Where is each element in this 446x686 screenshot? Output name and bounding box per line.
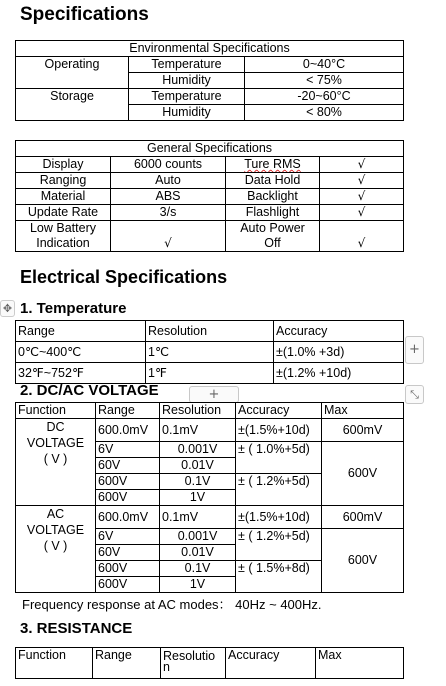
volt-cell-resolution: 0.001V <box>160 442 236 458</box>
check-mark: √ <box>320 157 404 173</box>
temp-cell-range: 32℉~752℉ <box>16 363 146 384</box>
add-column-button[interactable]: + <box>405 336 424 364</box>
storage-label: Storage <box>16 89 129 121</box>
volt-cell-resolution: 0.1mV <box>160 506 236 529</box>
check-mark: √ <box>320 189 404 205</box>
op-humidity-value: < 75% <box>245 73 404 89</box>
move-handle-icon[interactable]: ✥ <box>0 300 15 317</box>
volt-cell-resolution: 0.01V <box>160 545 236 561</box>
st-temperature-value: -20~60°C <box>245 89 404 105</box>
general-title: General Specifications <box>16 141 404 157</box>
temp-cell-resolution: 1℉ <box>146 363 274 384</box>
auto-power-line1: Auto Power <box>240 221 305 235</box>
volt-cell-max: 600V <box>322 442 404 506</box>
general-table <box>15 140 404 252</box>
temp-cell-accuracy: ±(1.0% +3d) <box>274 342 404 363</box>
check-mark: √ <box>111 221 226 252</box>
temp-header-resolution: Resolution <box>146 321 274 342</box>
resize-icon[interactable]: ⤡ <box>405 385 424 404</box>
op-temperature-label: Temperature <box>129 57 245 73</box>
check-mark: √ <box>320 221 404 252</box>
general-row-feature: Data Hold <box>226 173 320 189</box>
temp-header-accuracy: Accuracy <box>274 321 404 342</box>
dc-label-line3: ( V ) <box>43 452 68 466</box>
volt-cell-range: 600V <box>96 490 160 506</box>
general-row-feature: Flashlight <box>226 205 320 221</box>
check-mark: √ <box>320 173 404 189</box>
ac-label-line2: VOLTAGE <box>26 523 85 537</box>
volt-cell-max: 600V <box>322 529 404 593</box>
auto-power-line2: Off <box>264 236 281 250</box>
volt-cell-max: 600mV <box>322 419 404 442</box>
ture-rms-text: Ture RMS <box>244 157 301 171</box>
low-battery-label <box>16 221 111 252</box>
environmental-title: Environmental Specifications <box>16 41 404 57</box>
st-humidity-value: < 80% <box>245 105 404 121</box>
dc-label-line1: DC <box>46 420 65 434</box>
volt-cell-resolution: 1V <box>160 577 236 593</box>
volt-header-resolution: Resolution <box>160 403 236 419</box>
resistance-table <box>15 647 404 679</box>
general-row-feature: Backlight <box>226 189 320 205</box>
voltage-table <box>15 402 404 593</box>
volt-cell-resolution: 0.01V <box>160 458 236 474</box>
volt-cell-resolution: 0.001V <box>160 529 236 545</box>
volt-cell-accuracy: ± ( 1.2%+5d) <box>236 529 322 561</box>
res-header-max: Max <box>316 648 404 679</box>
frequency-note: Frequency response at AC modes： 40Hz ~ 400Hz. <box>22 597 322 612</box>
volt-cell-accuracy: ±(1.5%+10d) <box>236 506 322 529</box>
temp-cell-range: 0℃~400℃ <box>16 342 146 363</box>
volt-cell-range: 600.0mV <box>96 506 160 529</box>
volt-cell-resolution: 1V <box>160 490 236 506</box>
op-humidity-label: Humidity <box>129 73 245 89</box>
volt-cell-max: 600mV <box>322 506 404 529</box>
dc-voltage-label <box>16 419 96 506</box>
electrical-heading: Electrical Specifications <box>20 267 228 287</box>
general-row-label: Display <box>16 157 111 173</box>
volt-header-accuracy: Accuracy <box>236 403 322 419</box>
volt-cell-accuracy: ± ( 1.2%+5d) <box>236 474 322 506</box>
general-row-value: ABS <box>111 189 226 205</box>
volt-cell-range: 600V <box>96 561 160 577</box>
add-row-button[interactable]: + <box>189 386 239 403</box>
volt-header-function: Function <box>16 403 96 419</box>
volt-cell-range: 600V <box>96 577 160 593</box>
res-header-function: Function <box>16 648 93 679</box>
volt-cell-range: 60V <box>96 545 160 561</box>
volt-cell-resolution: 0.1mV <box>160 419 236 442</box>
dc-label-line2: VOLTAGE <box>26 436 85 450</box>
st-humidity-label: Humidity <box>129 105 245 121</box>
auto-power-label <box>226 221 320 252</box>
low-battery-line1: Low Battery <box>29 221 96 235</box>
dcac-heading: 2. DC/AC VOLTAGE <box>20 382 159 399</box>
res-header-range: Range <box>93 648 161 679</box>
ac-label-line3: ( V ) <box>43 539 68 553</box>
temperature-table <box>15 320 404 384</box>
temp-cell-resolution: 1℃ <box>146 342 274 363</box>
temp-header-range: Range <box>16 321 146 342</box>
res-resolution-line2: n <box>163 660 170 674</box>
volt-cell-resolution: 0.1V <box>160 474 236 490</box>
volt-cell-accuracy: ±(1.5%+10d) <box>236 419 322 442</box>
check-mark: √ <box>320 205 404 221</box>
volt-cell-range: 6V <box>96 529 160 545</box>
resistance-heading: 3. RESISTANCE <box>20 620 133 637</box>
op-temperature-value: 0~40°C <box>245 57 404 73</box>
general-row-label: Update Rate <box>16 205 111 221</box>
general-row-label: Material <box>16 189 111 205</box>
ac-label-line1: AC <box>46 507 65 521</box>
volt-header-max: Max <box>322 403 404 419</box>
temperature-heading: 1. Temperature <box>20 300 127 317</box>
general-row-label: Ranging <box>16 173 111 189</box>
volt-cell-range: 600V <box>96 474 160 490</box>
operating-label: Operating <box>16 57 129 89</box>
res-resolution-line1: Resolutio <box>163 649 216 663</box>
volt-cell-accuracy: ± ( 1.0%+5d) <box>236 442 322 474</box>
ac-voltage-label <box>16 506 96 593</box>
volt-cell-accuracy: ± ( 1.5%+8d) <box>236 561 322 593</box>
temp-cell-accuracy: ±(1.2% +10d) <box>274 363 404 384</box>
volt-cell-range: 60V <box>96 458 160 474</box>
volt-header-range: Range <box>96 403 160 419</box>
general-row-feature <box>226 157 320 173</box>
low-battery-line2: Indication <box>36 236 90 250</box>
general-row-value: 3/s <box>111 205 226 221</box>
volt-cell-range: 6V <box>96 442 160 458</box>
environmental-table <box>15 40 404 121</box>
general-row-value: 6000 counts <box>111 157 226 173</box>
st-temperature-label: Temperature <box>129 89 245 105</box>
volt-cell-resolution: 0.1V <box>160 561 236 577</box>
specifications-heading: Specifications <box>20 4 149 25</box>
res-header-resolution <box>161 648 226 679</box>
general-row-value: Auto <box>111 173 226 189</box>
res-header-accuracy: Accuracy <box>226 648 316 679</box>
volt-cell-range: 600.0mV <box>96 419 160 442</box>
